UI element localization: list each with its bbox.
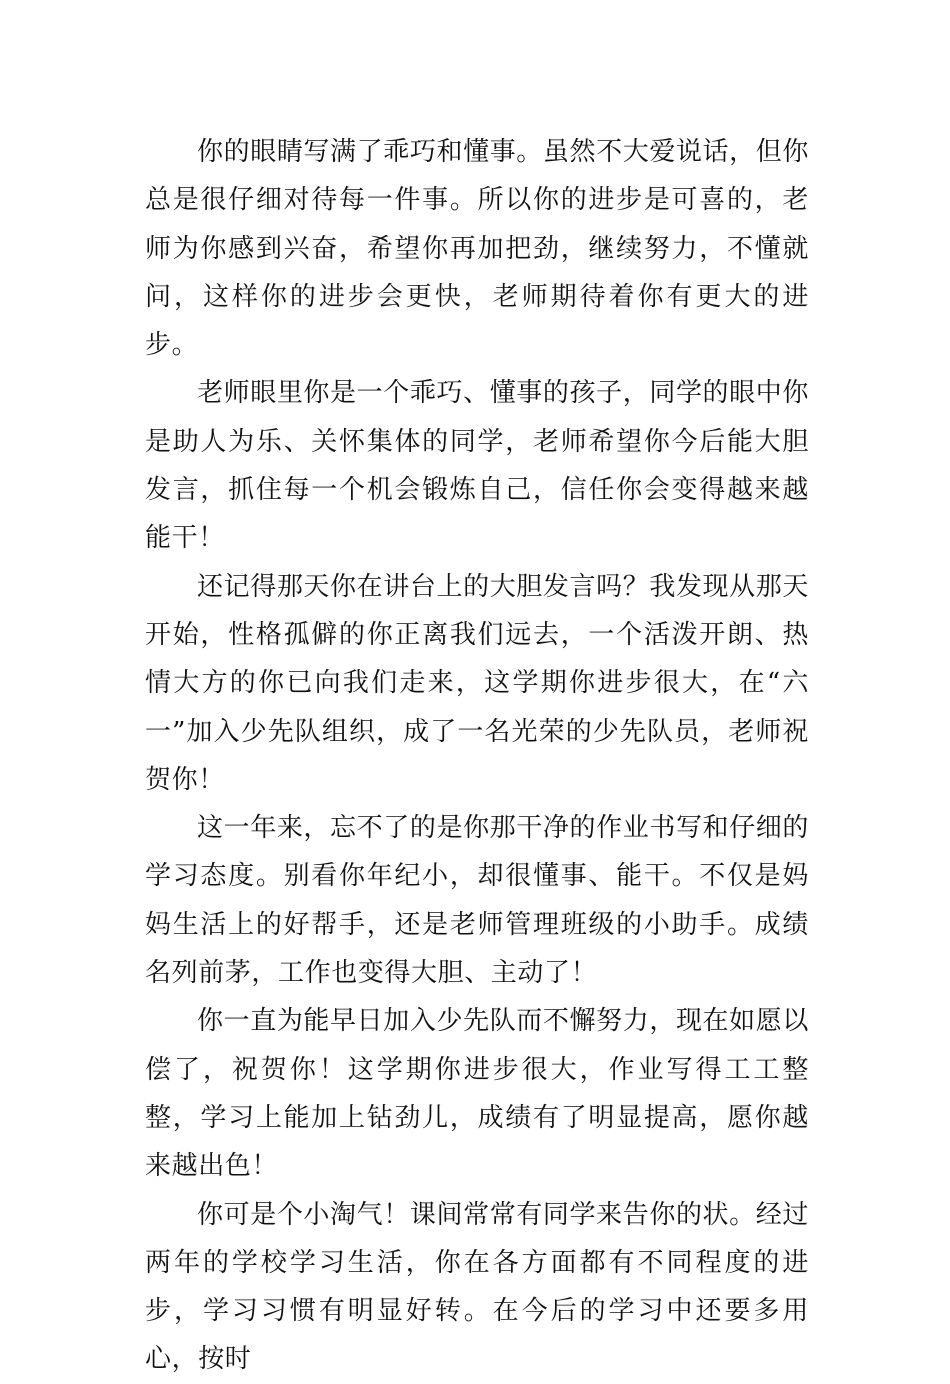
paragraph-5: 你一直为能早日加入少先队而不懈努力，现在如愿以偿了，祝贺你！这学期你进步很大，作业写得工工整整，学习上能加上钻劲儿，成绩有了明显提高，愿你越来越出色！: [145, 1006, 809, 1182]
paragraph-2: 老师眼里你是一个乖巧、懂事的孩子，同学的眼中你是助人为乐、关怀集体的同学，老师希望你今后能大胆发言，抓住每一个机会锻炼自己，信任你会变得越来越能干！: [145, 378, 809, 554]
paragraph-6: 你可是个小淘气！课间常常有同学来告你的状。经过两年的学校学习生活，你在各方面都有不同程度的进步，学习习惯有明显好转。在今后的学习中还要多用心，按时: [145, 1199, 809, 1375]
document-body: [145, 128, 809, 1384]
paragraph-1: 你的眼睛写满了乖巧和懂事。虽然不大爱说话，但你总是很仔细对待每一件事。所以你的进步是可喜的，老师为你感到兴奋，希望你再加把劲，继续努力，不懂就问，这样你的进步会更快，老师期待着你有更大的进步。: [145, 137, 809, 361]
paragraph-3: 还记得那天你在讲台上的大胆发言吗？我发现从那天开始，性格孤僻的你正离我们远去，一个活泼开朗、热情大方的你已向我们走来，这学期你进步很大，在“六一”加入少先队组织，成了一名光荣的少先队员，老师祝贺你！: [145, 571, 809, 795]
paragraph-4: 这一年来，忘不了的是你那干净的作业书写和仔细的学习态度。别看你年纪小，却很懂事、能干。不仅是妈妈生活上的好帮手，还是老师管理班级的小助手。成绩名列前茅，工作也变得大胆、主动了！: [145, 813, 809, 989]
